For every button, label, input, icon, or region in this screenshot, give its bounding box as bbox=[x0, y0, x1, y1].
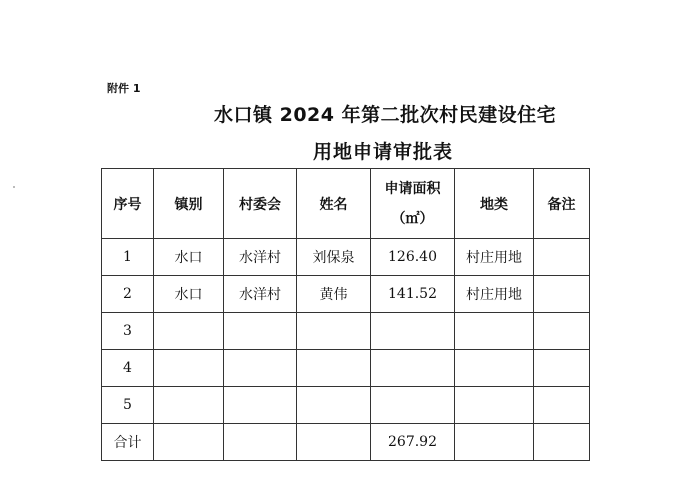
approval-table bbox=[101, 168, 590, 461]
cell-no: 1 bbox=[102, 239, 154, 276]
header-area bbox=[371, 169, 455, 239]
header-area-label: 申请面积 bbox=[384, 180, 441, 197]
table-row bbox=[102, 313, 590, 350]
header-town: 镇别 bbox=[154, 169, 224, 239]
total-empty-cell bbox=[297, 424, 371, 461]
cell-town bbox=[154, 387, 224, 424]
cell-remarks bbox=[534, 350, 590, 387]
cell-village bbox=[224, 313, 297, 350]
cell-land-type bbox=[455, 387, 534, 424]
cell-name: 刘保泉 bbox=[297, 239, 371, 276]
cell-name bbox=[297, 350, 371, 387]
cell-village bbox=[224, 350, 297, 387]
total-empty-cell bbox=[455, 424, 534, 461]
cell-remarks bbox=[534, 276, 590, 313]
header-village: 村委会 bbox=[224, 169, 297, 239]
total-label: 合计 bbox=[102, 424, 154, 461]
total-row bbox=[102, 424, 590, 461]
header-area-unit: （㎡） bbox=[391, 210, 434, 227]
total-empty-cell bbox=[154, 424, 224, 461]
cell-remarks bbox=[534, 313, 590, 350]
cell-area bbox=[371, 313, 455, 350]
attachment-label: 附件 1 bbox=[107, 82, 141, 95]
header-remarks: 备注 bbox=[534, 169, 590, 239]
total-empty-cell bbox=[534, 424, 590, 461]
cell-village: 水洋村 bbox=[224, 276, 297, 313]
cell-town bbox=[154, 350, 224, 387]
cell-area bbox=[371, 350, 455, 387]
document-title-line1: 水口镇 2024 年第二批次村民建设住宅 bbox=[214, 104, 557, 126]
cell-land-type: 村庄用地 bbox=[455, 239, 534, 276]
total-area: 267.92 bbox=[371, 424, 455, 461]
cell-village bbox=[224, 387, 297, 424]
cell-name bbox=[297, 313, 371, 350]
header-no: 序号 bbox=[102, 169, 154, 239]
cell-no: 4 bbox=[102, 350, 154, 387]
cell-remarks bbox=[534, 387, 590, 424]
scan-speck bbox=[13, 186, 15, 188]
cell-area bbox=[371, 387, 455, 424]
cell-town bbox=[154, 313, 224, 350]
cell-village: 水洋村 bbox=[224, 239, 297, 276]
table-row bbox=[102, 239, 590, 276]
cell-name bbox=[297, 387, 371, 424]
cell-town: 水口 bbox=[154, 239, 224, 276]
cell-no: 3 bbox=[102, 313, 154, 350]
cell-remarks bbox=[534, 239, 590, 276]
cell-land-type bbox=[455, 350, 534, 387]
table-row bbox=[102, 387, 590, 424]
header-row bbox=[102, 169, 590, 239]
table-row bbox=[102, 350, 590, 387]
table-row bbox=[102, 276, 590, 313]
cell-no: 5 bbox=[102, 387, 154, 424]
header-name: 姓名 bbox=[297, 169, 371, 239]
cell-town: 水口 bbox=[154, 276, 224, 313]
cell-land-type: 村庄用地 bbox=[455, 276, 534, 313]
cell-land-type bbox=[455, 313, 534, 350]
header-land-type: 地类 bbox=[455, 169, 534, 239]
cell-no: 2 bbox=[102, 276, 154, 313]
document-title-line2: 用地申请审批表 bbox=[313, 141, 454, 163]
cell-name: 黄伟 bbox=[297, 276, 371, 313]
cell-area: 141.52 bbox=[371, 276, 455, 313]
total-empty-cell bbox=[224, 424, 297, 461]
cell-area: 126.40 bbox=[371, 239, 455, 276]
